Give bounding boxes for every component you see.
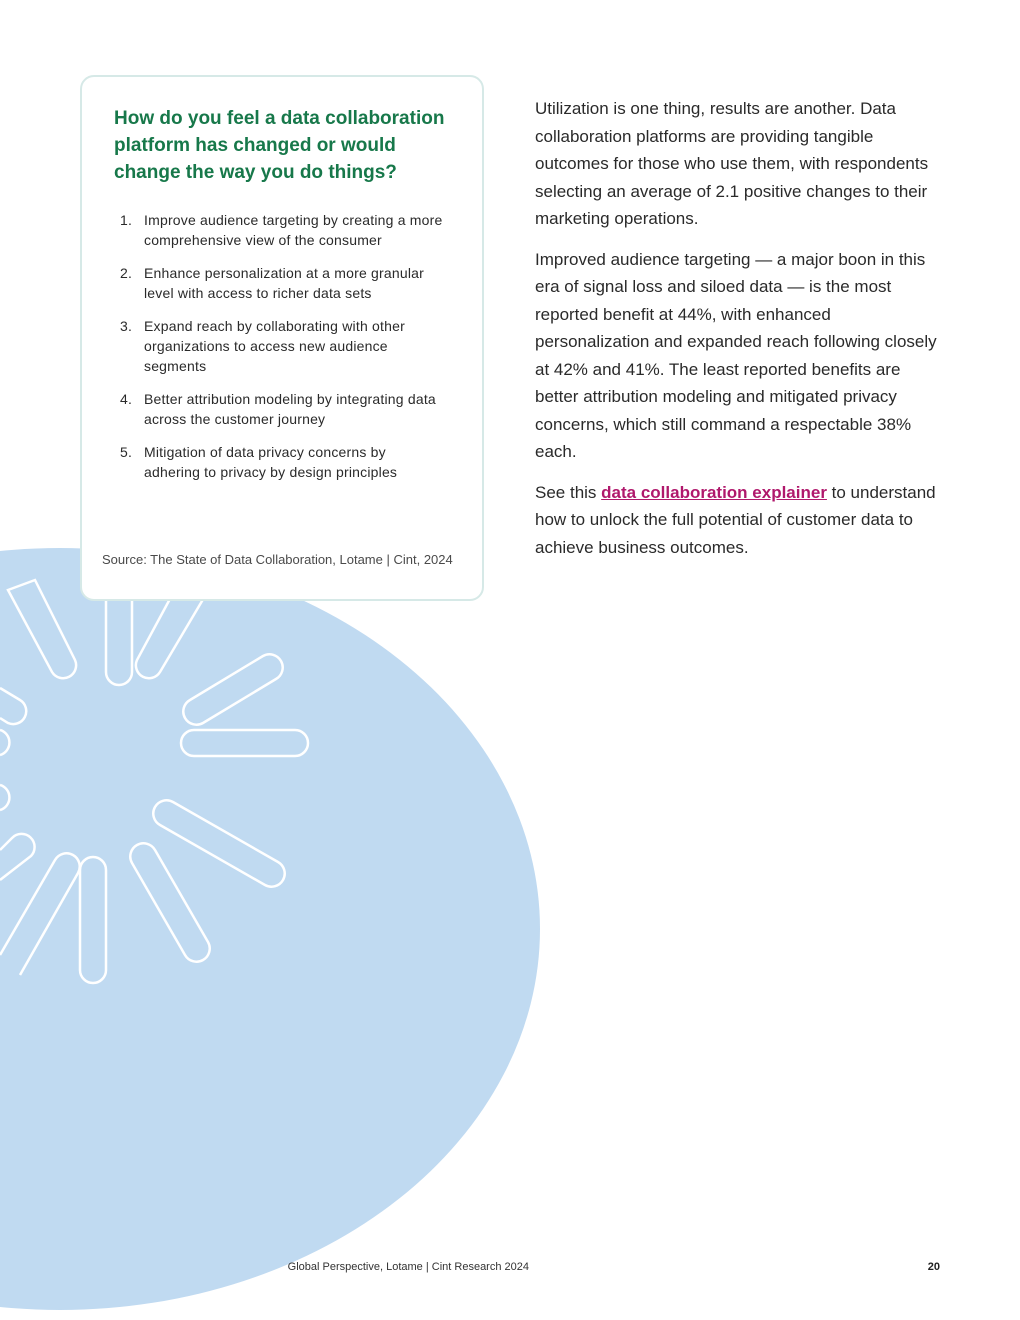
benefit-item [114, 210, 458, 250]
paragraph-tail-text: to understand how to unlock the full potential of customer data to achieve business outcomes. [535, 482, 936, 557]
data-collaboration-explainer-link[interactable]: data collaboration explainer [601, 482, 827, 502]
benefit-item [114, 442, 458, 482]
benefit-number: 1. [120, 212, 133, 228]
callout-source: Source: The State of Data Collaboration, Lotame | Cint, 2024 [102, 552, 453, 567]
benefit-text: Improve audience targeting by creating a more comprehensive view of the consumer [144, 212, 443, 248]
page-number: 20 [927, 1261, 940, 1273]
body-paragraph-with-link [535, 479, 945, 562]
body-paragraph: Utilization is one thing, results are another. Data collaboration platforms are providing tangible outcomes for those who use them, with respondents selecting an average of 2.1 positive changes to their marketing operations. [535, 99, 929, 228]
benefit-item [114, 316, 458, 376]
footer-citation: Global Perspective, Lotame | Cint Research 2024 [287, 1261, 529, 1273]
benefit-text: Expand reach by collaborating with other organizations to access new audience segments [144, 318, 405, 374]
survey-callout-card [80, 75, 484, 601]
body-paragraph: Improved audience targeting — a major boon in this era of signal loss and siloed data — is the most reported benefit at 44%, with enhanced personalization and expanded reach following closely at 42% and 41%. The least reported benefits are better attribution modeling and mitigated privacy concerns, which still command a respectable 38% each. [535, 249, 937, 461]
benefit-number: 4. [120, 391, 133, 407]
benefit-item [114, 389, 458, 429]
starburst-icon [0, 548, 320, 998]
body-text-column [535, 95, 945, 574]
benefit-number: 5. [120, 444, 133, 460]
benefit-item [114, 263, 458, 303]
benefit-number: 2. [120, 265, 133, 281]
callout-title: How do you feel a data collaboration platform has changed or would change the way you do things? [114, 108, 445, 183]
paragraph-lead-text: See this [535, 482, 602, 502]
benefit-text: Mitigation of data privacy concerns by adhering to privacy by design principles [144, 444, 398, 480]
benefit-list [114, 210, 458, 482]
benefit-text: Better attribution modeling by integrating data across the customer journey [144, 391, 436, 427]
benefit-number: 3. [120, 318, 133, 334]
benefit-text: Enhance personalization at a more granular level with access to richer data sets [144, 265, 425, 301]
